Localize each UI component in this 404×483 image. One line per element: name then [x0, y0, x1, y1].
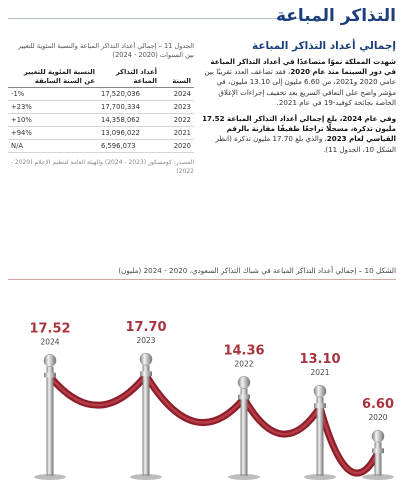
table-row [8, 88, 194, 101]
post-collar [314, 403, 326, 408]
cell-tickets: 13,096,022 [98, 127, 160, 140]
post-collar [372, 448, 384, 453]
paragraph-1-lead: شهدت المملكة نموًا متصاعدًا في أعداد التذاكر المباعة في دور السينما منذ عام 2020 [210, 57, 396, 77]
text-column [200, 40, 396, 155]
post [143, 365, 150, 476]
year-label: 2020 [368, 413, 388, 423]
post-base [304, 474, 336, 480]
cell-tickets: 14,358,062 [98, 114, 160, 127]
value-label: 13.10 [299, 352, 341, 368]
post [375, 442, 382, 476]
post-finial [372, 430, 384, 442]
title-rule [8, 18, 300, 19]
year-label: 2023 [136, 336, 156, 346]
cell-tickets: 6,596,073 [98, 140, 160, 153]
cell-year: 2024 [160, 88, 194, 101]
post-collar [44, 372, 56, 377]
paragraph-2 [200, 114, 396, 155]
cell-tickets: 17,700,334 [98, 101, 160, 114]
rope-highlight [244, 398, 320, 434]
cell-year: 2021 [160, 127, 194, 140]
page-title: التذاكر المباعة [275, 6, 396, 26]
cell-change: N/A [8, 140, 98, 153]
cell-change: +94% [8, 127, 98, 140]
rope [146, 375, 244, 422]
cell-tickets: 17,520,036 [98, 88, 160, 101]
post [317, 397, 324, 476]
post [241, 388, 248, 476]
table-row [8, 127, 194, 140]
table-header-row [8, 66, 194, 88]
post-finial [44, 354, 56, 366]
year-label: 2022 [234, 359, 254, 369]
tickets-table [8, 66, 194, 153]
table-caption: الجدول 11 – إجمالي أعداد التذاكر المباعة والنسبة المئوية للتغيير بين السنوات (2020 - 2024) [17, 42, 194, 59]
cell-year: 2022 [160, 114, 194, 127]
value-label: 14.36 [223, 343, 265, 359]
year-label: 2024 [40, 337, 60, 347]
cell-change: -1% [8, 88, 98, 101]
post-base [34, 474, 66, 480]
post-finial [140, 353, 152, 365]
year-label: 2021 [310, 368, 330, 378]
header-year: السنة [160, 66, 194, 88]
post-base [130, 474, 162, 480]
paragraph-2-lead: وفي عام 2024، بلغ إجمالي أعداد التذاكر المباعة 17.52 مليون تذكرة، مسجلًا تراجعًا طفيفًا مقارنة بالرقم القياسي لعام 2023 [202, 114, 396, 144]
figure-10 [0, 262, 404, 483]
cell-change: +10% [8, 114, 98, 127]
paragraph-1 [200, 57, 396, 108]
header-tickets: أعداد التذاكر المباعة [98, 66, 160, 88]
post-base [228, 474, 260, 480]
value-label: 17.70 [125, 320, 167, 336]
header-change: النسبة المئوية للتغيير عن السنة السابقة [8, 66, 98, 88]
section-heading: إجمالي أعداد التذاكر المباعة [252, 40, 396, 52]
post-base [362, 474, 394, 480]
post [47, 366, 54, 476]
paragraph-2-rest: ، والذي بلغ 17.70 مليون تذكرة (انظر الشكل 10، الجدول 11). [215, 134, 396, 154]
value-label: 17.52 [29, 321, 71, 337]
stanchion-chart [0, 262, 404, 483]
post-finial [314, 385, 326, 397]
cell-change: +23% [8, 101, 98, 114]
value-label: 6.60 [361, 397, 395, 413]
cell-year: 2023 [160, 101, 194, 114]
post-finial [238, 376, 250, 388]
table-column [8, 42, 194, 176]
table-row [8, 101, 194, 114]
paragraph-1-rest: ، فقد تضاعف العدد تقريبًا بين عامي 2020 و2021، من 6.60 مليون إلى 13.10 مليون، في مؤشر واضح على التعافي السريع بعد تخفيف إجراءات الإغلاق الخاصة بجائحة كوفيد-19 في عام 2021. [204, 67, 396, 107]
table-row [8, 140, 194, 153]
rope-highlight [50, 375, 146, 405]
cell-year: 2020 [160, 140, 194, 153]
post-collar [238, 394, 250, 399]
table-row [8, 114, 194, 127]
post-collar [140, 371, 152, 376]
page-header [8, 4, 396, 32]
table-source: المصدر: كومسكور (2023 - 2024) والهيئة العامة لتنظيم الإعلام (2020 - 2022) [10, 159, 194, 175]
chart-caption: الشكل 10 – إجمالي أعداد التذاكر المباعة في شباك التذاكر السعودي، 2020 - 2024 (مليون) [8, 266, 396, 280]
